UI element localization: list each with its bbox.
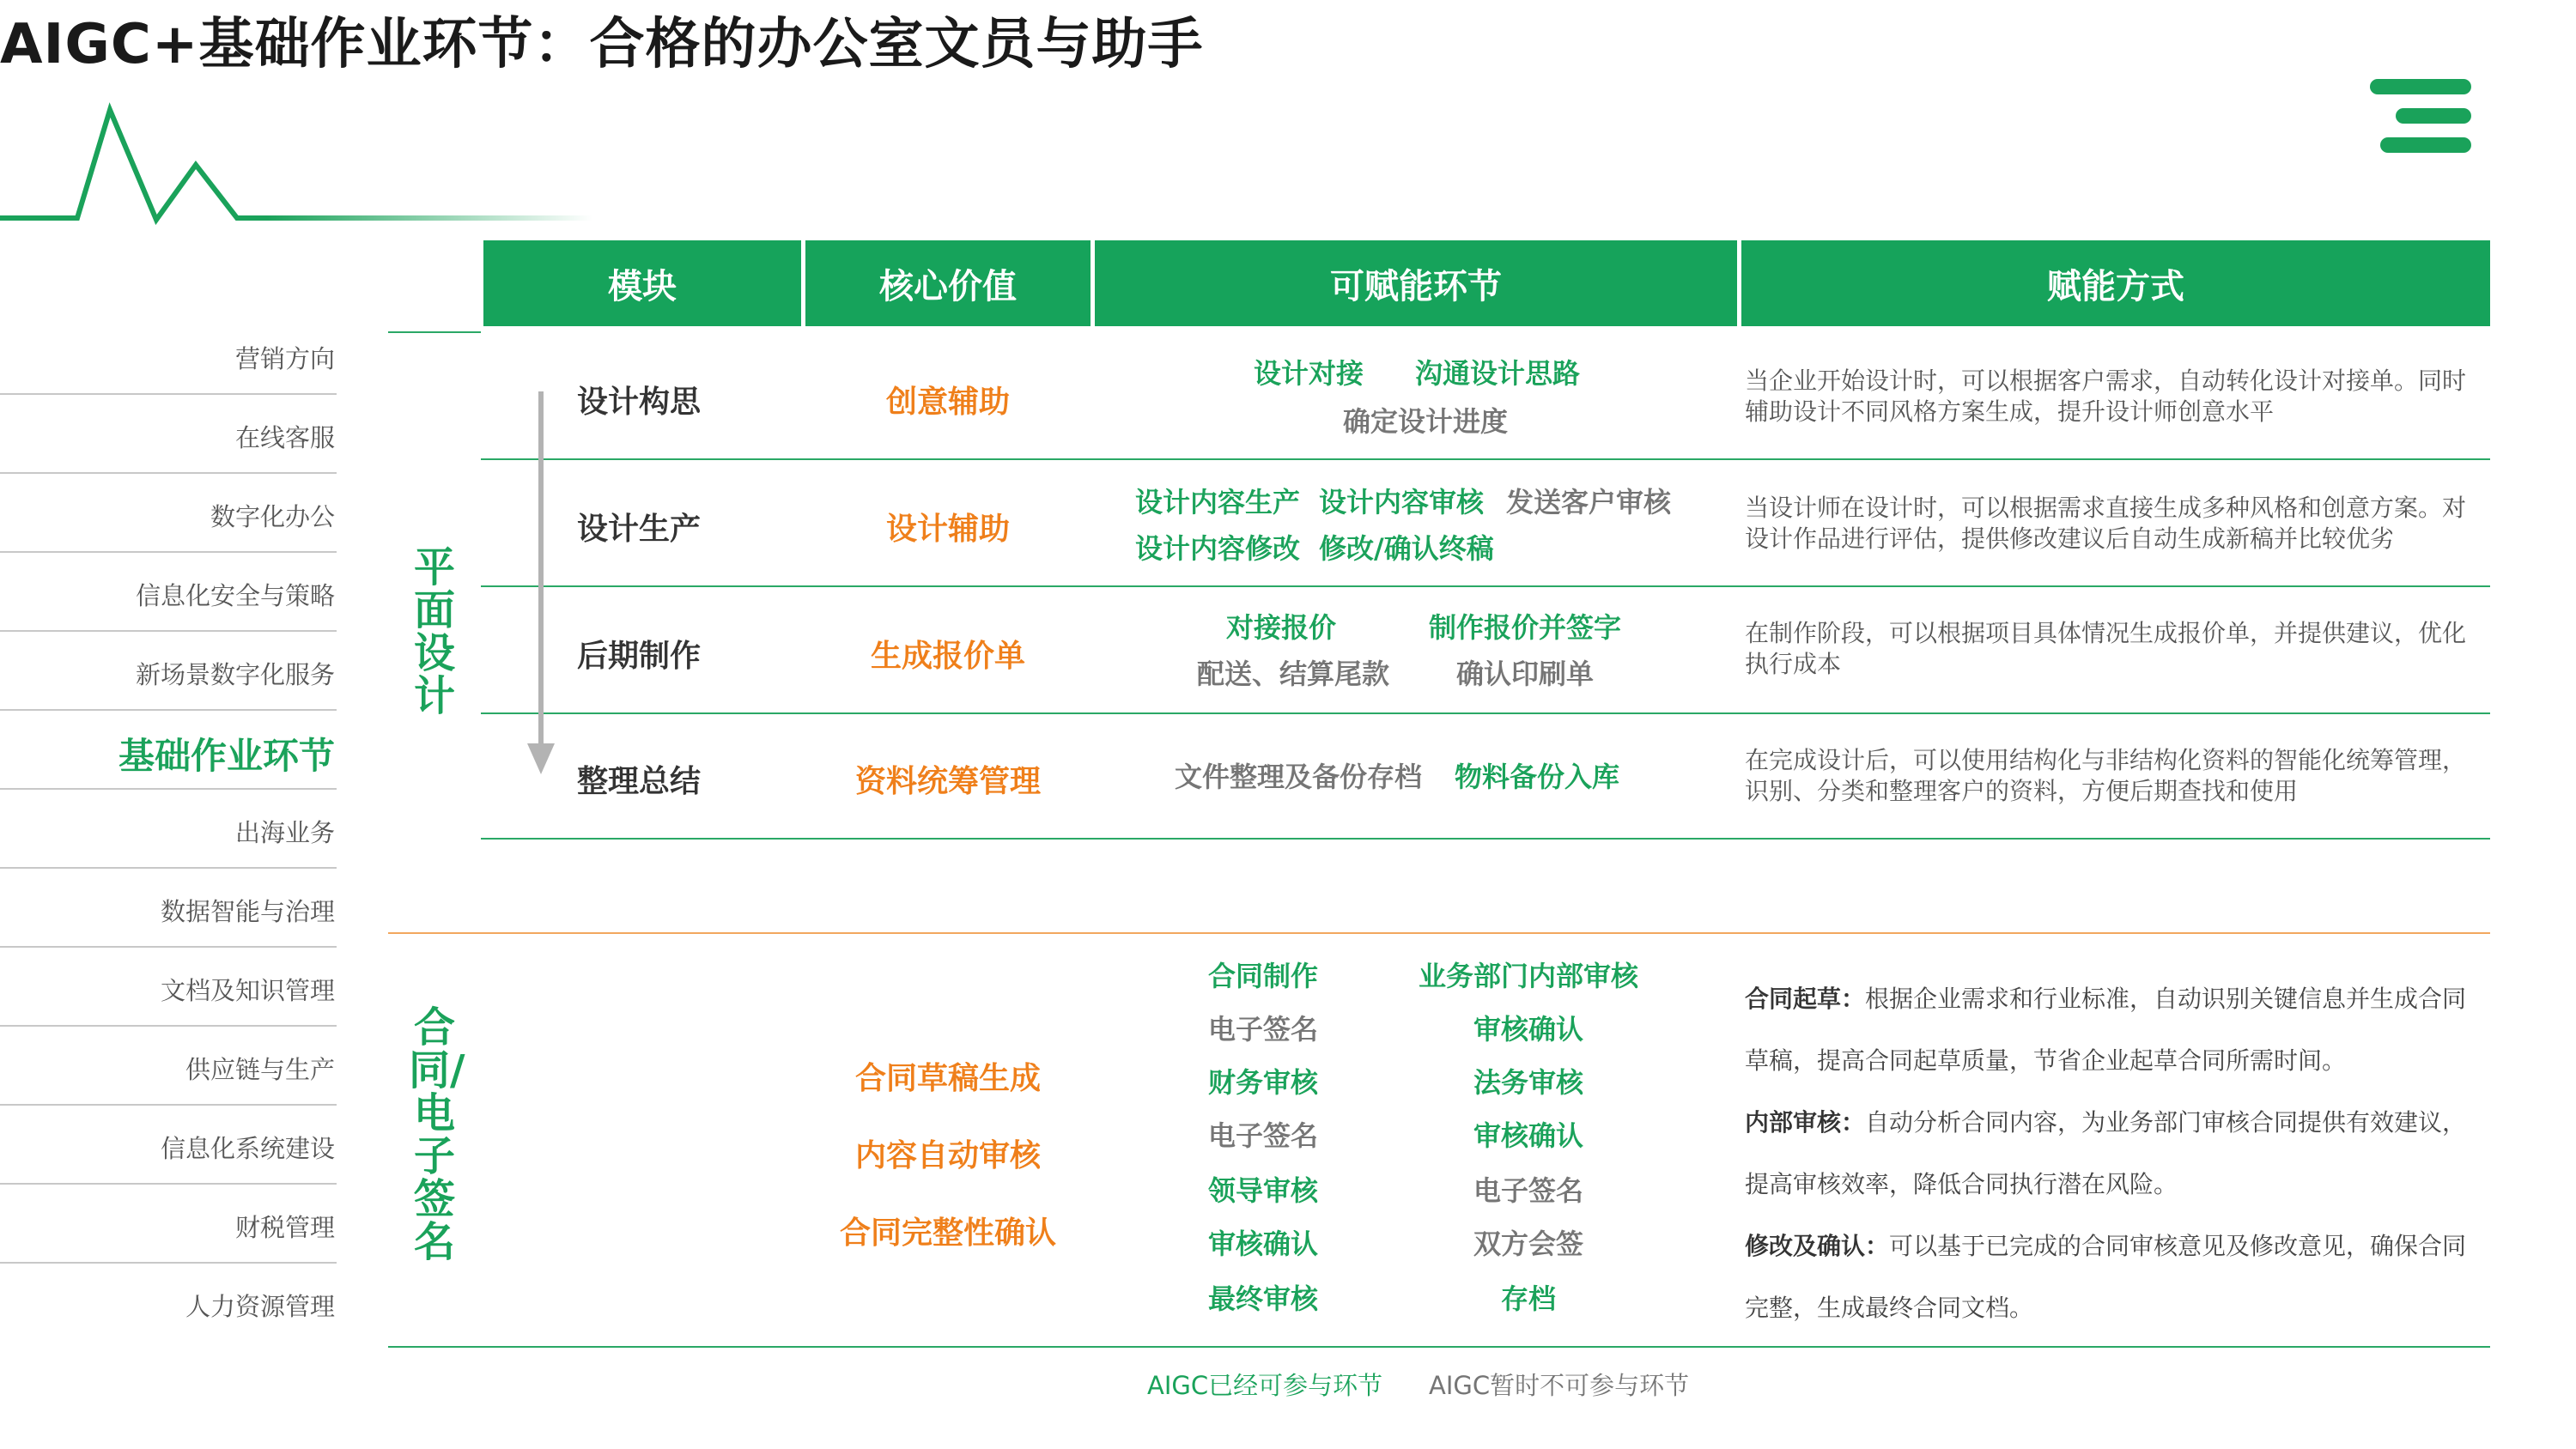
row1-step: 沟通设计思路	[1415, 357, 1581, 390]
contract-value: 合同草稿生成	[854, 1061, 1041, 1096]
page-title: AIGC+基础作业环节：合格的办公室文员与助手	[0, 13, 1204, 76]
three-bars-logo-icon	[2370, 79, 2473, 165]
header-enabled-steps: 可赋能环节	[1095, 240, 1737, 326]
row2-step: 设计内容审核	[1319, 486, 1485, 518]
contract-step-right: 电子签名	[1473, 1174, 1583, 1207]
row2-value: 设计辅助	[885, 512, 1010, 547]
desc-text-drafting: 根据企业需求和行业标准，自动识别关键信息并生成合同草稿，提高合同起草质量，节省企业起草合同所需时间。	[1745, 985, 2467, 1075]
contract-value: 合同完整性确认	[839, 1216, 1056, 1251]
sidebar-item-basic-operations[interactable]: 基础作业环节	[118, 735, 335, 777]
row3-module: 后期制作	[577, 639, 702, 674]
row3-value: 生成报价单	[870, 639, 1025, 674]
row1-value: 创意辅助	[885, 385, 1010, 420]
contract-step-left: 审核确认	[1207, 1228, 1318, 1260]
section-label-contract-esign: 合同/电子签名	[409, 1003, 465, 1266]
row3-step: 确认印刷单	[1456, 658, 1595, 690]
desc-text-confirm: 可以基于已完成的合同审核意见及修改意见，确保合同完整，生成最终合同文档。	[1745, 1232, 2467, 1322]
contract-step-left: 电子签名	[1207, 1013, 1318, 1046]
row1-step: 确定设计进度	[1343, 405, 1509, 438]
header-module: 模块	[483, 240, 801, 326]
row4-value: 资料统筹管理	[854, 764, 1041, 799]
row1-module: 设计构思	[577, 385, 702, 420]
row4-step: 文件整理及备份存档	[1175, 761, 1423, 793]
sidebar-item-digital-office[interactable]: 数字化办公	[210, 502, 335, 531]
row4-description: 在完成设计后，可以使用结构化与非结构化资料的智能化统筹管理，识别、分类和整理客户的资料，方便后期查找和使用	[1745, 746, 2467, 805]
legend-available: AIGC已经可参与环节	[1147, 1371, 1383, 1400]
row3-step: 对接报价	[1226, 611, 1337, 644]
sidebar-item-knowledge[interactable]: 文档及知识管理	[160, 976, 335, 1005]
header-enablement-method: 赋能方式	[1741, 240, 2490, 326]
contract-step-left: 财务审核	[1207, 1066, 1318, 1099]
sidebar-item-overseas[interactable]: 出海业务	[234, 818, 335, 847]
process-down-arrow	[520, 391, 563, 778]
row2-step: 设计内容生产	[1135, 486, 1301, 518]
row4-step: 物料备份入库	[1455, 761, 1620, 793]
contract-step-right: 法务审核	[1473, 1066, 1583, 1099]
row2-description: 当设计师在设计时，可以根据需求直接生成多种风格和创意方案。对设计作品进行评估，提供修改建议后自动生成新稿并比较优劣	[1745, 494, 2467, 553]
sidebar-item-security[interactable]: 信息化安全与策略	[135, 581, 335, 610]
sidebar-item-supply-chain[interactable]: 供应链与生产	[185, 1055, 335, 1084]
section-label-graphic-design: 平面设计	[413, 543, 455, 720]
header-core-value: 核心价值	[805, 240, 1091, 326]
sidebar-item-it-systems[interactable]: 信息化系统建设	[160, 1134, 335, 1163]
row2-step: 发送客户审核	[1506, 486, 1672, 518]
contract-step-right: 存档	[1500, 1282, 1556, 1315]
row3-step: 制作报价并签字	[1429, 611, 1622, 644]
row3-step: 配送、结算尾款	[1197, 658, 1390, 690]
pulse-line-decoration	[0, 94, 601, 232]
desc-term-drafting: 合同起草：	[1745, 985, 1866, 1013]
sidebar-item-new-scenario[interactable]: 新场景数字化服务	[135, 660, 335, 689]
contract-step-right: 审核确认	[1473, 1119, 1583, 1152]
sidebar-item-online-service[interactable]: 在线客服	[234, 423, 335, 452]
contract-step-left: 合同制作	[1207, 960, 1318, 992]
sidebar-item-hr[interactable]: 人力资源管理	[185, 1292, 335, 1321]
contract-value: 内容自动审核	[854, 1138, 1041, 1173]
row1-description: 当企业开始设计时，可以根据客户需求，自动转化设计对接单。同时辅助设计不同风格方案生成，提升设计师创意水平	[1745, 367, 2467, 426]
row2-module: 设计生产	[577, 512, 702, 547]
contract-step-right: 审核确认	[1473, 1013, 1583, 1046]
sidebar-item-marketing[interactable]: 营销方向	[234, 344, 335, 373]
contract-step-left: 最终审核	[1207, 1282, 1318, 1315]
contract-step-right: 双方会签	[1473, 1228, 1583, 1260]
sidebar-item-tax[interactable]: 财税管理	[234, 1213, 335, 1242]
sidebar-item-data-intelligence[interactable]: 数据智能与治理	[160, 897, 335, 926]
row3-description: 在制作阶段，可以根据项目具体情况生成报价单，并提供建议，优化执行成本	[1745, 619, 2467, 678]
contract-step-left: 领导审核	[1207, 1174, 1318, 1207]
desc-term-review: 内部审核：	[1745, 1108, 1866, 1137]
contract-step-left: 电子签名	[1207, 1119, 1318, 1152]
contract-step-right: 业务部门内部审核	[1418, 960, 1638, 992]
desc-term-confirm: 修改及确认：	[1745, 1232, 1890, 1260]
row1-step: 设计对接	[1254, 357, 1364, 390]
desc-text-review: 自动分析合同内容，为业务部门审核合同提供有效建议，提高审核效率，降低合同执行潜在风险。	[1745, 1108, 2467, 1198]
contract-description	[1745, 968, 2480, 1339]
row4-module: 整理总结	[577, 764, 702, 799]
row2-step: 设计内容修改	[1135, 532, 1301, 565]
legend-unavailable: AIGC暂时不可参与环节	[1429, 1371, 1690, 1400]
row2-step: 修改/确认终稿	[1319, 532, 1494, 565]
